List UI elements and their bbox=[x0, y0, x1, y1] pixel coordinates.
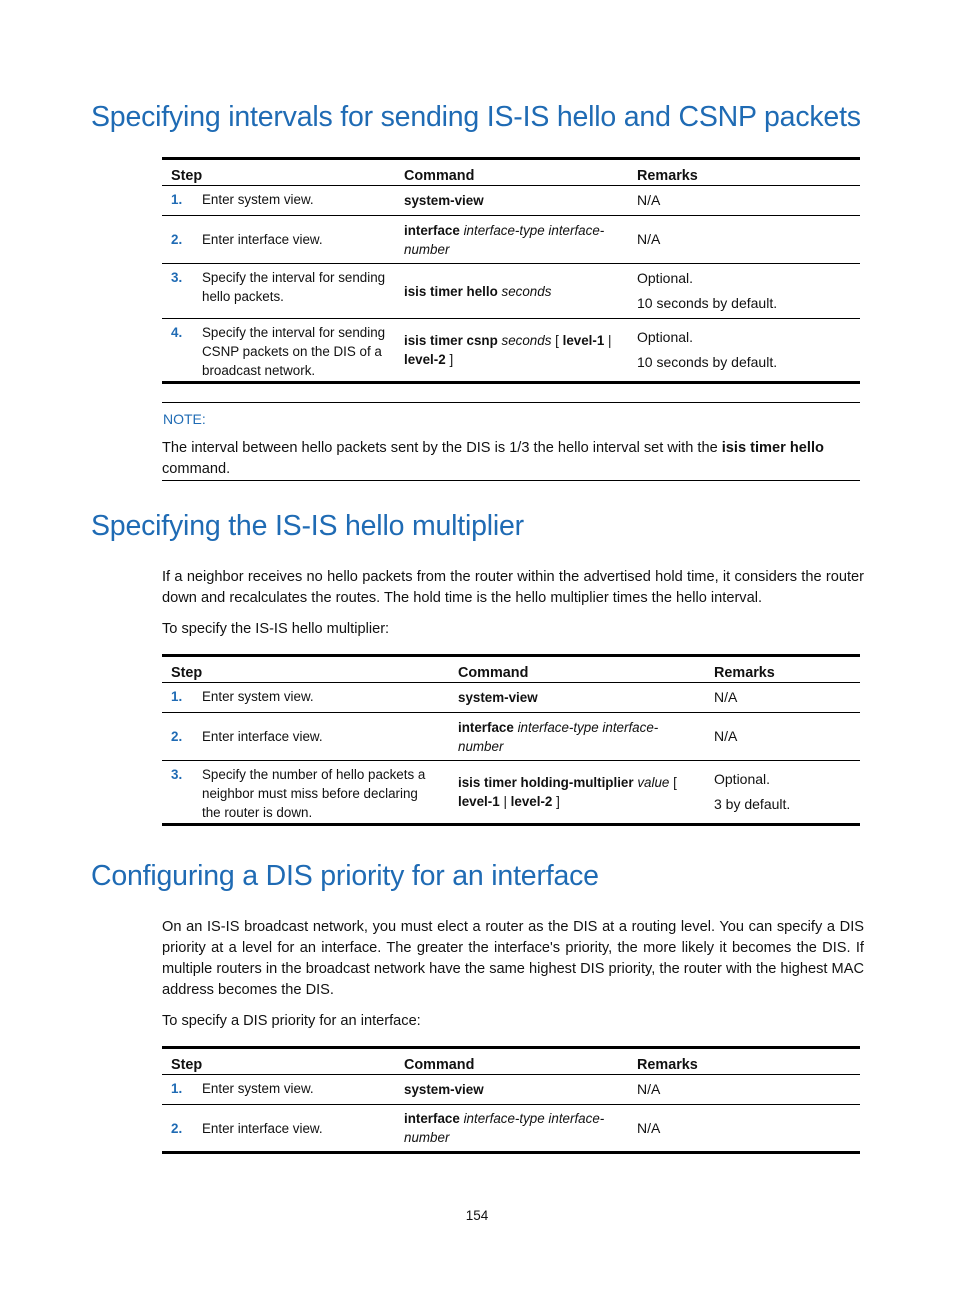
page-number: 154 bbox=[465, 1208, 489, 1223]
command-option: level-1 bbox=[458, 794, 500, 809]
step-description: Specify the interval for sending hello packets. bbox=[193, 264, 395, 319]
step-description: Specify the number of hello packets a neighbor must miss before declaring the router is down. bbox=[202, 767, 426, 820]
step-number: 1. bbox=[162, 1075, 193, 1105]
remark-line: Optional. bbox=[714, 771, 771, 787]
step-command bbox=[449, 683, 705, 713]
header-remarks: Remarks bbox=[628, 159, 860, 186]
step-remarks bbox=[628, 264, 860, 319]
section-title-hello-multiplier: Specifying the IS-IS hello multiplier bbox=[91, 510, 524, 542]
step-description: Enter system view. bbox=[193, 683, 449, 713]
command-keyword: interface bbox=[458, 719, 514, 735]
table-row bbox=[162, 1075, 860, 1105]
step-number: 3. bbox=[171, 767, 183, 782]
header-step: Step bbox=[162, 1048, 395, 1075]
step-number: 4. bbox=[171, 325, 183, 340]
header-remarks: Remarks bbox=[705, 656, 860, 683]
command-option: level-1 bbox=[562, 333, 605, 348]
note-box bbox=[162, 402, 860, 481]
step-remarks: N/A bbox=[705, 683, 860, 713]
table-hello-multiplier bbox=[162, 654, 860, 826]
step-remarks: N/A bbox=[628, 186, 860, 216]
command-keyword: interface bbox=[404, 1111, 460, 1126]
option-separator: | bbox=[608, 333, 612, 348]
remark-line: Optional. bbox=[637, 329, 694, 345]
step-number: 2. bbox=[162, 713, 193, 761]
table-row bbox=[162, 761, 860, 825]
section-paragraph: On an IS-IS broadcast network, you must elect a router as the DIS at a routing level. You can specify a DIS priority at a level for an interface. The greater the interface's priority, the more likely it becomes the DIS. If multiple routers in the broadcast network have the same highest DIS priority, the router with the highest MAC address becomes the DIS. bbox=[162, 919, 864, 998]
command-argument: interface-type interface-number bbox=[458, 719, 659, 754]
bracket-open: [ bbox=[673, 775, 677, 790]
table-row bbox=[162, 713, 860, 761]
step-description: Enter interface view. bbox=[193, 713, 449, 761]
note-text-part: command. bbox=[162, 461, 231, 477]
command-option: level-2 bbox=[510, 794, 553, 809]
step-number: 2. bbox=[171, 1120, 183, 1136]
step-remarks: N/A bbox=[628, 1075, 860, 1105]
step-remarks: N/A bbox=[705, 713, 860, 761]
step-remarks bbox=[628, 319, 860, 383]
section-intro: To specify a DIS priority for an interface: bbox=[162, 1013, 421, 1029]
command-argument: value bbox=[637, 775, 670, 790]
note-text bbox=[162, 438, 860, 480]
step-description: Specify the interval for sending CSNP packets on the DIS of a broadcast network. bbox=[202, 325, 386, 378]
step-number: 1. bbox=[162, 683, 193, 713]
step-description: Enter interface view. bbox=[193, 216, 395, 264]
step-command bbox=[395, 216, 628, 264]
command-argument: seconds bbox=[501, 283, 552, 299]
table-header-row bbox=[162, 656, 860, 683]
section-paragraph: If a neighbor receives no hello packets from the router within the advertised hold time, it considers the router down and recalculates the routes. The hold time is the hello multiplier times the hello interval. bbox=[162, 569, 864, 606]
table-intervals bbox=[162, 157, 860, 384]
step-number: 3. bbox=[162, 264, 193, 319]
section-intro: To specify the IS-IS hello multiplier: bbox=[162, 621, 390, 637]
note-text-part: The interval between hello packets sent by the DIS is 1/3 the hello interval set with the bbox=[162, 440, 722, 456]
bracket-close: ] bbox=[556, 794, 560, 809]
option-separator: | bbox=[503, 794, 507, 809]
bracket-open: [ bbox=[555, 333, 559, 348]
header-command: Command bbox=[395, 1048, 628, 1075]
command-keyword: isis timer csnp bbox=[404, 333, 498, 348]
table-dis-priority bbox=[162, 1046, 860, 1154]
note-label: NOTE: bbox=[163, 411, 206, 427]
command-option: level-2 bbox=[404, 352, 446, 367]
header-command: Command bbox=[395, 159, 628, 186]
command-argument: seconds bbox=[501, 333, 552, 348]
step-remarks: N/A bbox=[628, 216, 860, 264]
step-command bbox=[395, 264, 628, 319]
note-command-keyword: isis timer hello bbox=[721, 440, 824, 456]
command-keyword: system-view bbox=[458, 690, 538, 705]
table-header-row bbox=[162, 159, 860, 186]
command-keyword: system-view bbox=[404, 1082, 484, 1097]
table-header-row bbox=[162, 1048, 860, 1075]
step-command bbox=[395, 1105, 628, 1153]
remark-line: Optional. bbox=[637, 270, 694, 286]
step-description: Enter interface view. bbox=[202, 1120, 323, 1136]
step-remarks: N/A bbox=[637, 1119, 661, 1136]
table-row bbox=[162, 319, 860, 383]
command-keyword: system-view bbox=[404, 193, 484, 208]
header-step: Step bbox=[162, 656, 449, 683]
step-number: 1. bbox=[162, 186, 193, 216]
section-title-intervals: Specifying intervals for sending IS-IS hello and CSNP packets bbox=[91, 101, 861, 133]
step-command bbox=[395, 1075, 628, 1105]
command-argument: interface-type interface-number bbox=[404, 1111, 605, 1145]
table-row bbox=[162, 683, 860, 713]
step-remarks bbox=[705, 761, 860, 825]
table-row bbox=[162, 1105, 860, 1153]
step-command bbox=[449, 761, 705, 825]
step-number: 2. bbox=[162, 216, 193, 264]
step-command bbox=[395, 186, 628, 216]
bracket-close: ] bbox=[449, 352, 454, 367]
command-keyword: interface bbox=[404, 222, 460, 238]
step-description: Enter system view. bbox=[193, 1075, 395, 1105]
section-title-dis-priority: Configuring a DIS priority for an interface bbox=[91, 860, 599, 892]
command-keyword: isis timer holding-multiplier bbox=[458, 775, 634, 790]
step-description: Enter system view. bbox=[193, 186, 395, 216]
command-keyword: isis timer hello bbox=[404, 283, 498, 299]
table-row bbox=[162, 216, 860, 264]
remark-line: 10 seconds by default. bbox=[637, 295, 778, 311]
header-command: Command bbox=[449, 656, 705, 683]
header-step: Step bbox=[162, 159, 395, 186]
header-remarks: Remarks bbox=[628, 1048, 860, 1075]
command-argument: interface-type interface-number bbox=[404, 222, 605, 257]
table-row bbox=[162, 264, 860, 319]
step-command bbox=[449, 713, 705, 761]
remark-line: 3 by default. bbox=[714, 796, 791, 812]
step-command bbox=[395, 319, 628, 383]
remark-line: 10 seconds by default. bbox=[637, 354, 778, 370]
table-row bbox=[162, 186, 860, 216]
